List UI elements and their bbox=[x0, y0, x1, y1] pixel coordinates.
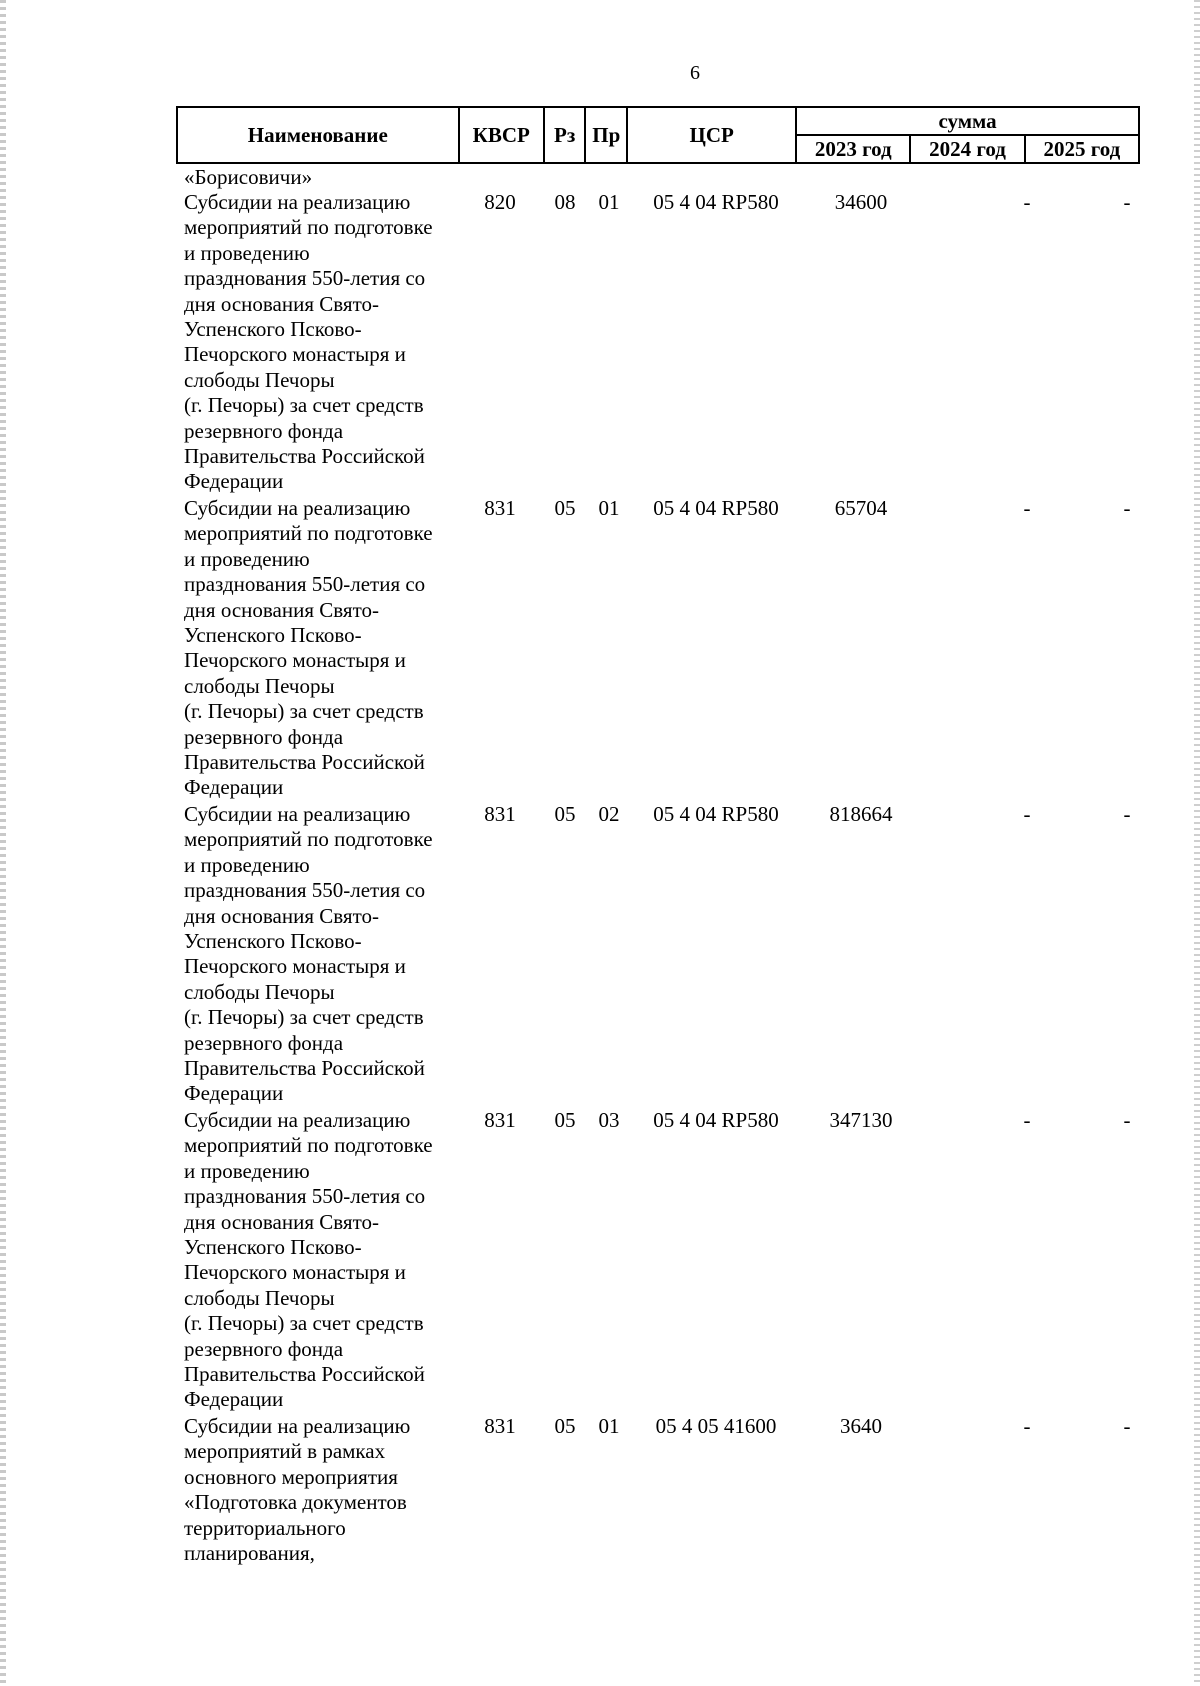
row-rz: 05 bbox=[554, 1108, 576, 1132]
row-sum-2024: - bbox=[1023, 802, 1031, 826]
row-name bbox=[184, 496, 464, 801]
row-kvsr: 831 bbox=[484, 802, 516, 826]
row-name-line: и проведению bbox=[184, 852, 310, 877]
row-sum-2023: 818664 bbox=[829, 802, 893, 826]
row-name-line: Успенского Псково- bbox=[184, 623, 362, 648]
header-kvsr: КВСР bbox=[459, 107, 544, 163]
row-name-line: (г. Печоры) за счет средств bbox=[184, 393, 424, 418]
row-sum-2023: 34600 bbox=[834, 190, 888, 214]
header-csr: ЦСР bbox=[627, 107, 796, 163]
row-name-line: и проведению bbox=[184, 546, 310, 571]
row-name-line: Субсидии на реализацию bbox=[184, 496, 411, 520]
row-name-line: Федерации bbox=[184, 1387, 284, 1412]
table-header bbox=[176, 106, 1140, 164]
row-name-line: Печорского монастыря и bbox=[184, 1260, 406, 1285]
row-csr: 05 4 04 RP580 bbox=[653, 190, 779, 214]
row-name-line: слободы Печоры bbox=[184, 673, 335, 698]
row-name-line: дня основания Свято- bbox=[184, 903, 379, 928]
row-rz: 05 bbox=[554, 1414, 576, 1438]
row-pr: 02 bbox=[598, 802, 620, 826]
row-name-line: (г. Печоры) за счет средств bbox=[184, 1311, 424, 1336]
row-csr: 05 4 05 41600 bbox=[655, 1414, 777, 1438]
scan-right-edge bbox=[1194, 0, 1200, 1686]
row-name-line: дня основания Свято- bbox=[184, 597, 379, 622]
row-csr: 05 4 04 RP580 bbox=[653, 1108, 779, 1132]
row-name-line: (г. Печоры) за счет средств bbox=[184, 699, 424, 724]
row-name-line: Федерации bbox=[184, 1081, 284, 1106]
row-name-line: резервного фонда bbox=[184, 418, 344, 443]
row-name-line: резервного фонда bbox=[184, 1030, 344, 1055]
row-name bbox=[184, 1108, 464, 1413]
row-pr: 03 bbox=[598, 1108, 620, 1132]
row-name-line: Федерации bbox=[184, 469, 284, 494]
row-csr: 05 4 04 RP580 bbox=[653, 802, 779, 826]
header-year-2025: 2025 год bbox=[1025, 135, 1139, 163]
row-name-line: мероприятий в рамках bbox=[184, 1439, 386, 1464]
row-name-line: Субсидии на реализацию bbox=[184, 1108, 411, 1132]
row-name-line: Субсидии на реализацию bbox=[184, 802, 411, 826]
row-sum-2025: - bbox=[1123, 1108, 1131, 1132]
row-kvsr: 831 bbox=[484, 496, 516, 520]
row-name-line: Успенского Псково- bbox=[184, 929, 362, 954]
row-rz: 05 bbox=[554, 802, 576, 826]
row-name-line: мероприятий по подготовке bbox=[184, 827, 433, 852]
row-rz: 08 bbox=[554, 190, 576, 214]
row-name-line: празднования 550-летия со bbox=[184, 572, 426, 597]
row-name bbox=[184, 190, 464, 495]
row-name-line: Правительства Российской bbox=[184, 444, 425, 469]
header-rz: Рз bbox=[544, 107, 586, 163]
row-name-line: Субсидии на реализацию bbox=[184, 1414, 411, 1438]
row-sum-2023: 347130 bbox=[829, 1108, 893, 1132]
row-name-line: резервного фонда bbox=[184, 1336, 344, 1361]
row-name-line: мероприятий по подготовке bbox=[184, 521, 433, 546]
row-name-line: и проведению bbox=[184, 240, 310, 265]
row-sum-2024: - bbox=[1023, 496, 1031, 520]
row-sum-2023: 3640 bbox=[840, 1414, 882, 1438]
row-sum-2023: 65704 bbox=[834, 496, 888, 520]
header-year-2023: 2023 год bbox=[796, 135, 910, 163]
row-sum-2025: - bbox=[1123, 496, 1131, 520]
row-name bbox=[184, 802, 464, 1107]
row-sum-2024: - bbox=[1023, 1108, 1031, 1132]
header-pr: Пр bbox=[585, 107, 627, 163]
row-name-line: мероприятий по подготовке bbox=[184, 1133, 433, 1158]
header-name: Наименование bbox=[177, 107, 459, 163]
row-name-line: дня основания Свято- bbox=[184, 1209, 379, 1234]
scan-left-edge bbox=[0, 0, 6, 1686]
row-name-line: празднования 550-летия со bbox=[184, 878, 426, 903]
row-name-line: празднования 550-летия со bbox=[184, 1184, 426, 1209]
page-number: 6 bbox=[690, 62, 700, 84]
row-name-line: Печорского монастыря и bbox=[184, 954, 406, 979]
row-sum-2025: - bbox=[1123, 802, 1131, 826]
row-name-line: (г. Печоры) за счет средств bbox=[184, 1005, 424, 1030]
row-kvsr: 831 bbox=[484, 1108, 516, 1132]
row-kvsr: 831 bbox=[484, 1414, 516, 1438]
row-sum-2024: - bbox=[1023, 1414, 1031, 1438]
row-name-line: Правительства Российской bbox=[184, 1056, 425, 1081]
row-name-line: Субсидии на реализацию bbox=[184, 190, 411, 214]
row-name-line: и проведению bbox=[184, 1158, 310, 1183]
row-sum-2025: - bbox=[1123, 1414, 1131, 1438]
row-name bbox=[184, 1414, 464, 1566]
row-name-line: Федерации bbox=[184, 775, 284, 800]
row-name-line: резервного фонда bbox=[184, 724, 344, 749]
row-name-line: Успенского Псково- bbox=[184, 1235, 362, 1260]
header-sum: сумма bbox=[796, 107, 1139, 135]
row-name-line: празднования 550-летия со bbox=[184, 266, 426, 291]
row-name-line: слободы Печоры bbox=[184, 367, 335, 392]
row-csr: 05 4 04 RP580 bbox=[653, 496, 779, 520]
row-name-line: слободы Печоры bbox=[184, 979, 335, 1004]
row-name-line: «Подготовка документов bbox=[184, 1490, 407, 1515]
row-pr: 01 bbox=[598, 496, 620, 520]
row-name-line: Правительства Российской bbox=[184, 750, 425, 775]
row-name-line: Успенского Псково- bbox=[184, 317, 362, 342]
row-name-line: дня основания Свято- bbox=[184, 291, 379, 316]
row-name-line: Печорского монастыря и bbox=[184, 342, 406, 367]
row-name-line: основного мероприятия bbox=[184, 1464, 398, 1489]
row-name-line: слободы Печоры bbox=[184, 1285, 335, 1310]
header-year-2024: 2024 год bbox=[910, 135, 1024, 163]
row-name-line: планирования, bbox=[184, 1541, 315, 1566]
row-sum-2024: - bbox=[1023, 190, 1031, 214]
row-rz: 05 bbox=[554, 496, 576, 520]
row-name-line: Печорского монастыря и bbox=[184, 648, 406, 673]
row-name-line: мероприятий по подготовке bbox=[184, 215, 433, 240]
row-sum-2025: - bbox=[1123, 190, 1131, 214]
continuation-name: «Борисовичи» bbox=[184, 165, 313, 189]
row-name-line: Правительства Российской bbox=[184, 1362, 425, 1387]
row-name-line: территориального bbox=[184, 1515, 346, 1540]
row-kvsr: 820 bbox=[484, 190, 516, 214]
row-pr: 01 bbox=[598, 190, 620, 214]
row-pr: 01 bbox=[598, 1414, 620, 1438]
